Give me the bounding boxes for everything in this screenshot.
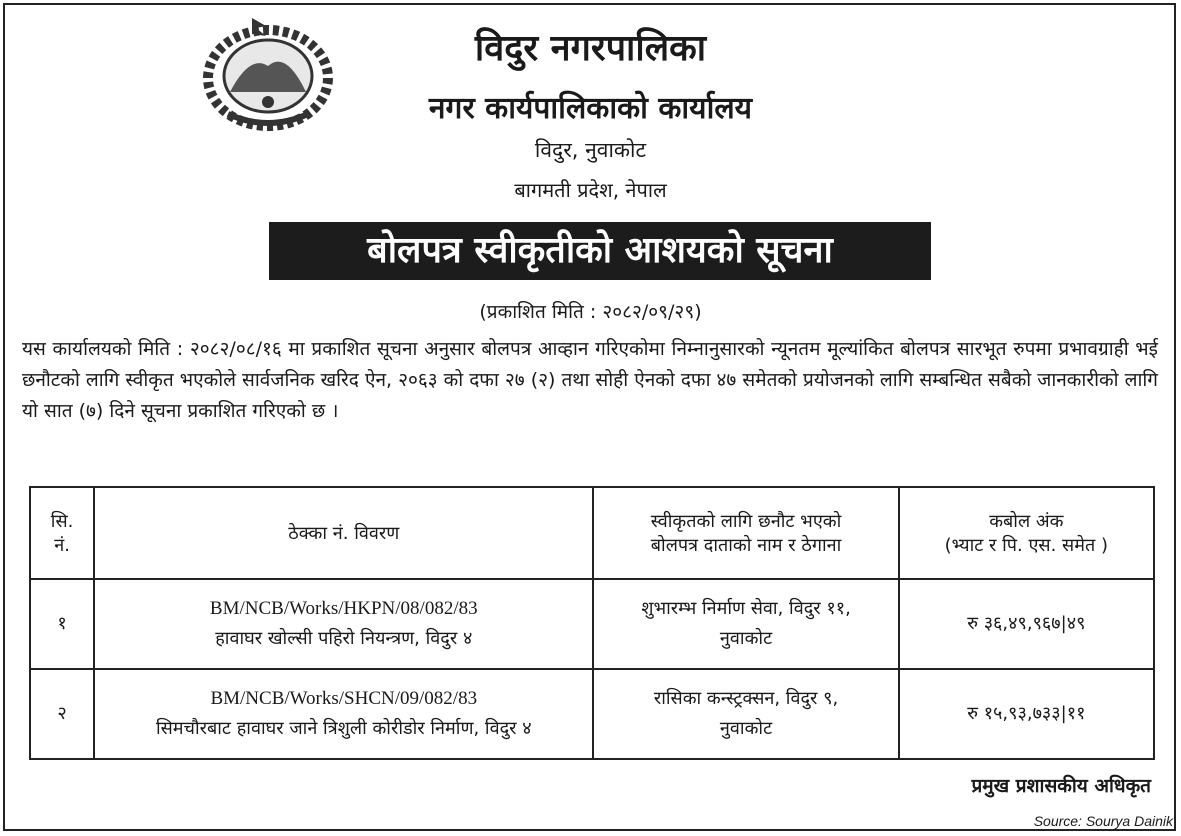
office-name: नगर कार्यपालिकाको कार्यालय	[428, 91, 753, 126]
contract-description: सिमचौरबाट हावाघर जाने त्रिशुली कोरीडोर निर्माण, विदुर ४	[155, 718, 532, 739]
row-sn: २	[30, 669, 94, 759]
header-sn	[30, 487, 94, 579]
signatory-title: प्रमुख प्रशासकीय अधिकृत	[971, 775, 1151, 797]
notice-title: बोलपत्र स्वीकृतीको आशयको सूचना	[269, 222, 931, 280]
row-amount: रु ३६,४९,९६७|४९	[899, 579, 1154, 669]
bidder-name: शुभारम्भ निर्माण सेवा, विदुर ११,	[641, 598, 851, 619]
row-bidder	[593, 579, 898, 669]
contract-table	[29, 486, 1155, 760]
header-bidder-line2: बोलपत्र दाताको नाम र ठेगाना	[650, 535, 842, 556]
bidder-district: नुवाकोट	[719, 628, 773, 649]
row-amount: रु १५,९३,७३३|११	[899, 669, 1154, 759]
bidder-name: रासिका कन्स्ट्रक्सन, विदुर ९,	[653, 688, 839, 709]
row-description	[94, 579, 593, 669]
table-row	[30, 579, 1154, 669]
row-description	[94, 669, 593, 759]
header-amount-line2: (भ्याट र पि. एस. समेत )	[944, 535, 1108, 556]
source-credit: Source: Sourya Dainik	[1033, 813, 1173, 829]
municipality-name: विदुर नगरपालिका	[474, 28, 707, 69]
header-bidder-line1: स्वीकृतको लागि छनौट भएको	[650, 511, 842, 532]
header-sn-line2: नं.	[54, 535, 70, 556]
row-sn: १	[30, 579, 94, 669]
bidder-district: नुवाकोट	[719, 718, 773, 739]
row-bidder	[593, 669, 898, 759]
header-description: ठेक्का नं. विवरण	[94, 487, 593, 579]
header-amount-line1: कबोल अंक	[989, 511, 1064, 532]
header-bidder	[593, 487, 898, 579]
header-amount	[899, 487, 1154, 579]
contract-description: हावाघर खोल्सी पहिरो नियन्त्रण, विदुर ४	[215, 628, 473, 649]
province-country: बागमती प्रदेश, नेपाल	[514, 178, 667, 202]
table-row	[30, 669, 1154, 759]
published-date: (प्रकाशित मिति : २०८२/०९/२९)	[479, 301, 702, 323]
office-address: विदुर, नुवाकोट	[534, 138, 647, 162]
table-header-row	[30, 487, 1154, 579]
contract-code: BM/NCB/Works/SHCN/09/082/83	[210, 688, 478, 709]
header-sn-line1: सि.	[50, 511, 74, 532]
contract-code: BM/NCB/Works/HKPN/08/082/83	[209, 598, 478, 619]
notice-body: यस कार्यालयको मिति : २०८२/०८/१६ मा प्रकाशित सूचना अनुसार बोलपत्र आव्हान गरिएकोमा निम्नानुसारको न्यूनतम मूल्यांकित बोलपत्र सारभूत रुपमा प्रभावग्राही भई छनौटको लागि स्वीकृत भएकोले सार्वजनिक खरिद ऐन, २०६३ को दफा २७ (२) तथा सोही ऐनको दफा ४७ समेतको प्रयोजनको लागि सम्बन्धित सबैको जानकारीको लागि यो सात (७) दिने सूचना प्रकाशित गरिएको छ ।	[22, 338, 1158, 422]
